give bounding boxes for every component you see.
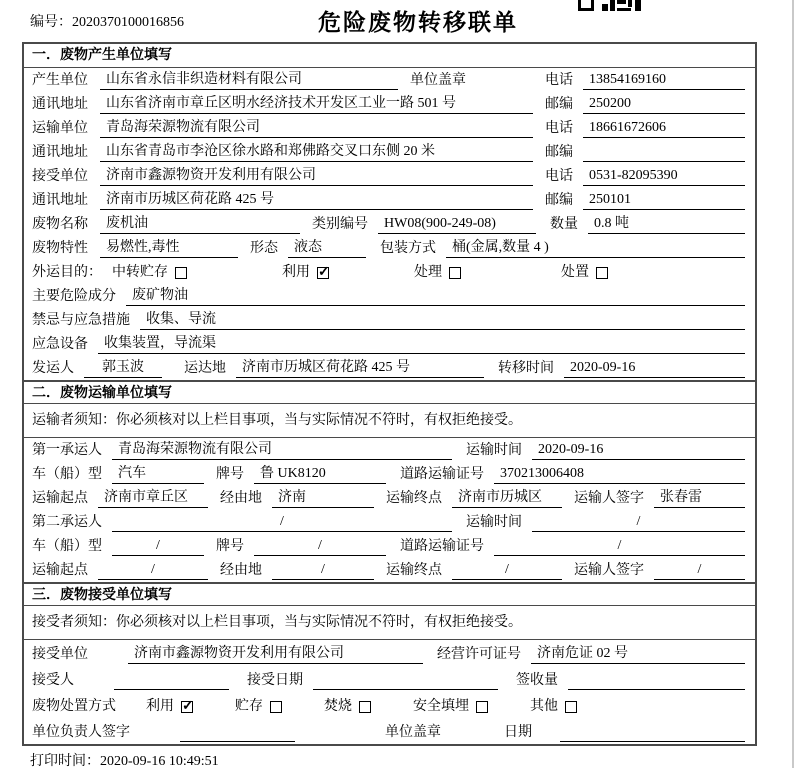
- section-3-header: 三．废物接受单位填写: [24, 582, 755, 606]
- equipment-value: 收集装置，导流渠: [98, 334, 745, 354]
- option-other: [530, 697, 577, 716]
- serial-value: 2020370100016856: [72, 15, 184, 30]
- checkbox-other: [565, 701, 577, 713]
- print-time-line: [30, 750, 219, 768]
- signed-amount-value: [568, 689, 745, 690]
- checkbox-incinerate: [359, 701, 371, 713]
- shipper-value: 郭玉波: [84, 358, 162, 378]
- receive-unit-label: 接受单位: [32, 647, 88, 662]
- option-dispose: [561, 263, 608, 282]
- receiver-label: 接受单位: [32, 169, 88, 184]
- sign1-value: 张春雷: [654, 488, 745, 508]
- date-value: [560, 741, 745, 742]
- equipment-label: 应急设备: [32, 337, 88, 352]
- vehicle1-value: 汽车: [112, 464, 204, 484]
- transfer-time-label: 转移时间: [498, 361, 554, 376]
- signed-amount-label: 签收量: [516, 673, 558, 688]
- via-label: 经由地: [220, 491, 262, 506]
- destination-value: 济南市历城区荷花路 425 号: [236, 358, 484, 378]
- disposal-label: 废物处置方式: [32, 699, 116, 714]
- transport-time-label: 运输时间: [466, 515, 522, 530]
- road-license1-value: 370213006408: [494, 464, 745, 484]
- receive-person-label: 接受人: [32, 673, 74, 688]
- receiver-address-value: 济南市历城区荷花路 425 号: [100, 190, 533, 210]
- receive-date-label: 接受日期: [247, 673, 303, 688]
- taboo-label: 禁忌与应急措施: [32, 313, 130, 328]
- transporter-phone-value: 18661672606: [583, 118, 745, 138]
- option-label: 中转贮存: [112, 265, 168, 280]
- print-time-label: 打印时间：: [30, 754, 100, 768]
- plate2-value: /: [254, 536, 386, 556]
- option-landfill: [413, 697, 488, 716]
- row-vehicle-1: [24, 462, 755, 486]
- producer-zip-value: 250200: [583, 94, 745, 114]
- row-receiver-address: [24, 188, 755, 212]
- checkbox-dispose: [596, 267, 608, 279]
- row-carrier-2: [24, 510, 755, 534]
- road-license2-value: /: [494, 536, 745, 556]
- row-transporter-address: [24, 140, 755, 164]
- address-label: 通讯地址: [32, 193, 88, 208]
- phone-label: 电话: [545, 169, 573, 184]
- seal-label: 单位盖章: [410, 73, 466, 88]
- row-carrier-1: [24, 438, 755, 462]
- producer-label: 产生单位: [32, 73, 88, 88]
- option-label: 利用: [282, 265, 310, 280]
- plate-label: 牌号: [216, 539, 244, 554]
- producer-value: 山东省永信非织造材料有限公司: [100, 70, 398, 90]
- character-label: 废物特性: [32, 241, 88, 256]
- plate-label: 牌号: [216, 467, 244, 482]
- quantity-label: 数量: [550, 217, 578, 232]
- carrier2-label: 第二承运人: [32, 515, 102, 530]
- producer-phone-value: 13854169160: [583, 70, 745, 90]
- start-label: 运输起点: [32, 563, 88, 578]
- start1-value: 济南市章丘区: [98, 488, 208, 508]
- sign2-value: /: [654, 560, 745, 580]
- row-emergency-equipment: [24, 332, 755, 356]
- carrier1-label: 第一承运人: [32, 443, 102, 458]
- start2-value: /: [98, 560, 208, 580]
- shipper-label: 发运人: [32, 361, 74, 376]
- option-label: 处置: [561, 265, 589, 280]
- row-transporter: [24, 116, 755, 140]
- vehicle-label: 车（船）型: [32, 539, 102, 554]
- end-label: 运输终点: [386, 563, 442, 578]
- form-label: 形态: [250, 241, 278, 256]
- option-label: 其他: [530, 699, 558, 714]
- print-time-value: 2020-09-16 10:49:51: [100, 754, 219, 768]
- serial-label: 编号：: [30, 15, 72, 30]
- option-label: 贮存: [235, 699, 263, 714]
- option-transfer-storage: [112, 263, 187, 282]
- option-label: 焚烧: [324, 699, 352, 714]
- zip-label: 邮编: [545, 145, 573, 160]
- option-label: 利用: [146, 699, 174, 714]
- checkbox-transfer-storage: [175, 267, 187, 279]
- transporter-value: 青岛海荣源物流有限公司: [100, 118, 533, 138]
- taboo-value: 收集、导流: [140, 310, 745, 330]
- option-incinerate: [324, 697, 371, 716]
- phone-label: 电话: [545, 73, 573, 88]
- zip-label: 邮编: [545, 193, 573, 208]
- vehicle-label: 车（船）型: [32, 467, 102, 482]
- serial-number-line: [30, 11, 184, 31]
- option-label: 安全填埋: [413, 699, 469, 714]
- head-sign-value: [180, 741, 295, 742]
- page-title: 危险废物转移联单: [318, 9, 518, 35]
- row-vehicle-2: [24, 534, 755, 558]
- row-producer-address: [24, 92, 755, 116]
- road-license-label: 道路运输证号: [400, 539, 484, 554]
- option-utilize: [146, 697, 193, 716]
- transfer-time-value: 2020-09-16: [564, 358, 745, 378]
- head-sign-label: 单位负责人签字: [32, 725, 130, 740]
- hazard-label: 主要危险成分: [32, 289, 116, 304]
- row-hazard-component: [24, 284, 755, 308]
- transporter-label: 运输单位: [32, 121, 88, 136]
- qr-code-fragment: [578, 0, 642, 12]
- via-label: 经由地: [220, 563, 262, 578]
- row-purpose: [24, 260, 755, 284]
- row-receive-unit: [24, 640, 755, 666]
- checkbox-utilize: [317, 267, 329, 279]
- row-receive-person: [24, 666, 755, 692]
- transport-time2-value: /: [532, 512, 745, 532]
- hazard-value: 废矿物油: [126, 286, 745, 306]
- character-value: 易燃性,毒性: [100, 238, 238, 258]
- receiver-phone-value: 0531-82095390: [583, 166, 745, 186]
- row-receiver: [24, 164, 755, 188]
- receiver-zip-value: 250101: [583, 190, 745, 210]
- option-treat: [414, 263, 461, 282]
- destination-label: 运达地: [184, 361, 226, 376]
- packing-label: 包装方式: [380, 241, 436, 256]
- sign-label: 运输人签字: [574, 563, 644, 578]
- transport-time1-value: 2020-09-16: [532, 440, 745, 460]
- road-license-label: 道路运输证号: [400, 467, 484, 482]
- address-label: 通讯地址: [32, 97, 88, 112]
- producer-address-value: 山东省济南市章丘区明水经济技术开发区工业一路 501 号: [100, 94, 533, 114]
- vehicle2-value: /: [112, 536, 204, 556]
- row-head-signature: [24, 718, 755, 744]
- waste-name-value: 废机油: [100, 214, 300, 234]
- checkbox-landfill: [476, 701, 488, 713]
- row-route-1: [24, 486, 755, 510]
- checkbox-utilize: [181, 701, 193, 713]
- phone-label: 电话: [545, 121, 573, 136]
- page-right-edge: [792, 0, 794, 768]
- category-label: 类别编号: [312, 217, 368, 232]
- quantity-value: 0.8 吨: [588, 214, 745, 234]
- receive-date-value: [313, 689, 498, 690]
- form-table: [22, 42, 757, 746]
- end2-value: /: [452, 560, 562, 580]
- business-license-label: 经营许可证号: [437, 647, 521, 662]
- row-disposal-method: [24, 692, 755, 718]
- carrier1-value: 青岛海荣源物流有限公司: [112, 440, 452, 460]
- transport-time-label: 运输时间: [466, 443, 522, 458]
- section-2-header: 二．废物运输单位填写: [24, 380, 755, 404]
- form-value: 液态: [288, 238, 366, 258]
- start-label: 运输起点: [32, 491, 88, 506]
- plate1-value: 鲁 UK8120: [254, 464, 386, 484]
- receiver-notice: 接受者须知：你必须核对以上栏目事项，当与实际情况不符时，有权拒绝接受。: [24, 606, 755, 640]
- address-label: 通讯地址: [32, 145, 88, 160]
- checkbox-storage: [270, 701, 282, 713]
- option-label: 处理: [414, 265, 442, 280]
- receive-person-value: [114, 689, 229, 690]
- receiver-value: 济南市鑫源物资开发利用有限公司: [100, 166, 533, 186]
- row-route-2: [24, 558, 755, 582]
- category-value: HW08(900-249-08): [378, 214, 536, 234]
- transporter-address-value: 山东省青岛市李沧区徐水路和郑佛路交叉口东侧 20 米: [100, 142, 533, 162]
- waste-name-label: 废物名称: [32, 217, 88, 232]
- section-1-header: 一．废物产生单位填写: [24, 44, 755, 68]
- via2-value: /: [272, 560, 374, 580]
- transporter-zip-value: [583, 161, 745, 162]
- sign-label: 运输人签字: [574, 491, 644, 506]
- row-waste-name: [24, 212, 755, 236]
- business-license-value: 济南危证 02 号: [531, 644, 745, 664]
- row-shipper: [24, 356, 755, 380]
- packing-value: 桶(金属,数量 4 ): [446, 238, 745, 258]
- via1-value: 济南: [272, 488, 374, 508]
- purpose-label: 外运目的：: [32, 265, 102, 280]
- row-taboo-measures: [24, 308, 755, 332]
- date-label: 日期: [504, 725, 532, 740]
- option-storage: [235, 697, 282, 716]
- end1-value: 济南市历城区: [452, 488, 562, 508]
- zip-label: 邮编: [545, 97, 573, 112]
- carrier2-value: /: [112, 512, 452, 532]
- seal-label: 单位盖章: [385, 725, 441, 740]
- receive-unit-value: 济南市鑫源物资开发利用有限公司: [128, 644, 423, 664]
- end-label: 运输终点: [386, 491, 442, 506]
- checkbox-treat: [449, 267, 461, 279]
- row-producer: [24, 68, 755, 92]
- transporter-notice: 运输者须知：你必须核对以上栏目事项，当与实际情况不符时，有权拒绝接受。: [24, 404, 755, 438]
- row-waste-character: [24, 236, 755, 260]
- option-utilize: [282, 263, 329, 282]
